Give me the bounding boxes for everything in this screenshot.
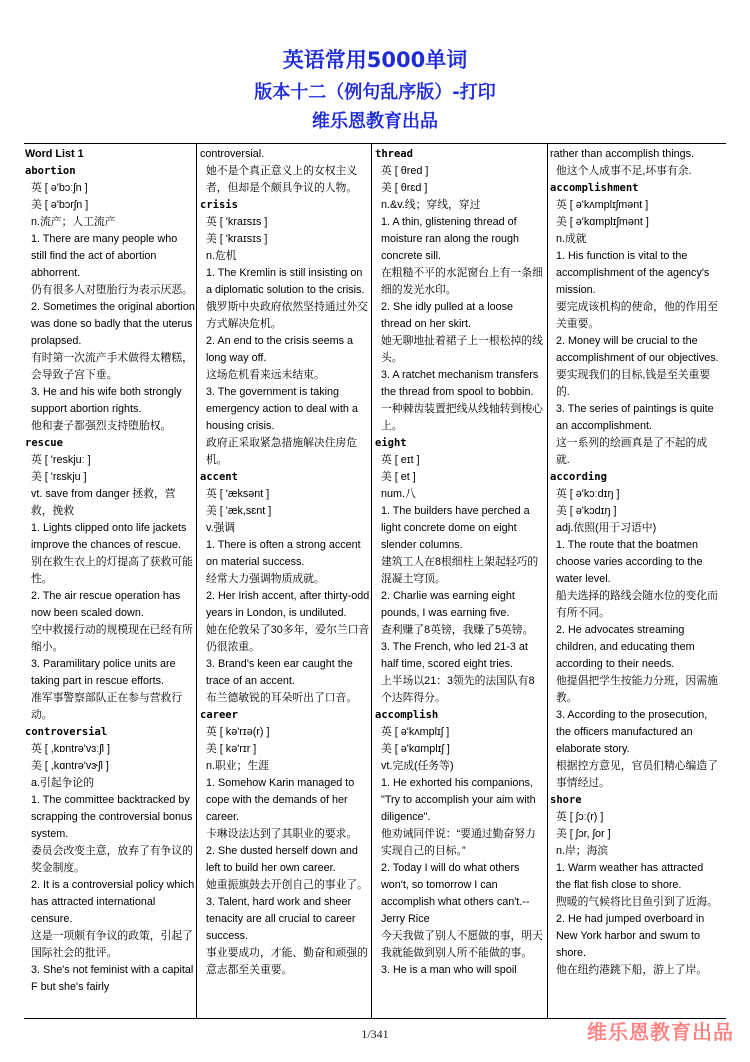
entry-line: 1. The builders have perched a light concrete dome on eight slender columns. (381, 505, 530, 551)
entry-line: 别在救生衣上的灯提高了获救可能性。 (31, 556, 193, 585)
entry-line: 3. According to the prosecution, the officers manufactured an elaborate story. (556, 709, 708, 755)
entry-line: 美 [ ə'kɑmplɪʃ ] (381, 743, 450, 755)
entry-line: 委员会改变主意，放弃了有争议的奖金制度。 (31, 845, 193, 874)
entry-line: n.&v.线；穿线，穿过 (381, 199, 481, 211)
headword: career (200, 709, 238, 721)
entry-line: n.岸；海滨 (556, 845, 609, 857)
entry-line: 政府正采取紧急措施解决住房危机。 (206, 437, 358, 466)
top-rule (24, 143, 726, 144)
entry-line: 他劝诫同伴说：“要通过勤奋努力实现自己的目标。” (381, 828, 536, 857)
entry-line: 今天我做了别人不愿做的事，明天我就能做到别人所不能做的事。 (381, 930, 543, 959)
entry-line: num.八 (381, 488, 416, 500)
entry-line: 仍有很多人对堕胎行为表示厌恶。 (31, 284, 193, 296)
entry-line: 3. He is a man who will spoil (381, 964, 517, 976)
entry-line: 2. Her Irish accent, after thirty-odd years in London, is undiluted. (206, 590, 370, 619)
entry-line: 英 [ 'æksənt ] (206, 488, 270, 500)
entry-line: 根据控方意见，官员们精心编造了事情经过。 (556, 760, 718, 789)
entry-line: 2. Sometimes the original abortion was done so badly that the uterus prolapsed. (31, 301, 195, 347)
entry-line: 2. Charlie was earning eight pounds, I was earning five. (381, 590, 515, 619)
entry-line: 3. The series of paintings is quite an accomplishment. (556, 403, 714, 432)
entry-line: 2. An end to the crisis seems a long way off. (206, 335, 354, 364)
page-number: 1/341 (361, 1027, 389, 1041)
entry-line: 2. He had jumped overboard in New York harbor and swum to shore. (556, 913, 705, 959)
entry-line: 2. She idly pulled at a loose thread on her skirt. (381, 301, 514, 330)
entry-line: adj.依照(用于习语中) (556, 522, 657, 534)
entry-line: 美 [ ə'kɑmplɪʃmənt ] (556, 216, 649, 228)
entry-line: 要实现我们的目标,钱是至关重要的. (556, 369, 711, 398)
headword: abortion (25, 165, 76, 177)
entry-line: 英 [ kə'rɪə(r) ] (206, 726, 270, 738)
column-3 (375, 146, 545, 1016)
entry-line: 英 [ θred ] (381, 165, 429, 177)
entry-line: vt.完成(任务等) (381, 760, 454, 772)
entry-line: 英 [ ,kɒntrə'vɜːʃl ] (31, 743, 111, 755)
headword: eight (375, 437, 407, 449)
entry-line: n.危机 (206, 250, 237, 262)
entry-line: 2. She dusted herself down and left to build her own career. (206, 845, 358, 874)
column-4 (550, 146, 720, 1016)
entry-line: 英 [ ə'bɔːʃn ] (31, 182, 88, 194)
entry-line: 有时第一次流产手术做得太糟糕，会导致子宫下垂。 (31, 352, 193, 381)
entry-line: 2. He advocates streaming children, and educating them according to their needs. (556, 624, 695, 670)
entry-line: 准军事警察部队正在参与营救行动。 (31, 692, 183, 721)
entry-line: 卡琳设法达到了其职业的要求。 (206, 828, 358, 840)
entry-line: 她不是个真正意义上的女权主义者，但却是个颇具争议的人物。 (206, 165, 358, 194)
entry-line: 1. The committee backtracked by scrapping the controversial bonus system. (31, 794, 193, 840)
entry-line: 布兰德敏锐的耳朵听出了口音。 (206, 692, 358, 704)
entry-line: 英 [ ə'kʌmplɪʃ ] (381, 726, 450, 738)
entry-line: 3. The French, who led 21-3 at half time, scored eight tries. (381, 641, 528, 670)
entry-line: 1. His function is vital to the accomplishment of the agency's mission. (556, 250, 710, 296)
headword: rescue (25, 437, 63, 449)
entry-line: 美 [ 'kraɪsɪs ] (206, 233, 268, 245)
column-2 (200, 146, 370, 1016)
word-list-heading: Word List 1 (25, 148, 84, 160)
entry-line: 美 [ ə'bɔrʃn ] (31, 199, 89, 211)
entry-line: 这一系列的绘画真是了不起的成就. (556, 437, 708, 466)
entry-line: 1. There is often a strong accent on material success. (206, 539, 361, 568)
entry-line: 1. Warm weather has attracted the flat fish close to shore. (556, 862, 704, 891)
headword: according (550, 471, 607, 483)
entry-line: 3. He and his wife both strongly support abortion rights. (31, 386, 182, 415)
entry-line: 事业要成功，才能、勤奋和顽强的意志都至关重要。 (206, 947, 368, 976)
document-publisher: 维乐恩教育出品 (312, 111, 438, 132)
entry-line: vt. save from danger 拯救，营救，挽救 (31, 488, 176, 517)
column-divider (371, 144, 372, 1018)
entry-line: 船夫选择的路线会随水位的变化而有所不同。 (556, 590, 718, 619)
entry-line: 3. Brand's keen ear caught the trace of an accent. (206, 658, 353, 687)
entry-line: 她重振旗鼓去开创自己的事业了。 (206, 879, 368, 891)
entry-line: 1. There are many people who still find the act of abortion abhorrent. (31, 233, 178, 279)
entry-line: 2. Money will be crucial to the accomplishment of our objectives. (556, 335, 719, 364)
entry-line: 1. The Kremlin is still insisting on a diplomatic solution to the crisis. (206, 267, 365, 296)
entry-line: 3. The government is taking emergency action to deal with a housing crisis. (206, 386, 358, 432)
entry-line: 在粗糙不平的水泥窗台上有一条细细的发光水印。 (381, 267, 543, 296)
entry-line: 空中救援行动的规模现在已经有所缩小。 (31, 624, 193, 653)
entry-line: 英 [ ə'kɔːdɪŋ ] (556, 488, 620, 500)
entry-line: 美 [ ,kɑntrə'vɝʃl ] (31, 760, 109, 772)
headword: thread (375, 148, 413, 160)
entry-line: 1. The route that the boatmen choose varies according to the water level. (556, 539, 703, 585)
column-1 (25, 146, 195, 1016)
column-divider (196, 144, 197, 1018)
entry-line: 美 [ ə'kɔdɪŋ ] (556, 505, 617, 517)
entry-line: n.职业；生涯 (206, 760, 269, 772)
entry-line: 2. It is a controversial policy which has attracted international censure. (31, 879, 195, 925)
document-subtitle: 版本十二（例句乱序版）-打印 (254, 82, 496, 103)
entry-line: v.强调 (206, 522, 236, 534)
entry-line: 3. Paramilitary police units are taking part in rescue efforts. (31, 658, 176, 687)
entry-line: 查利赚了8英镑，我赚了5英镑。 (381, 624, 534, 636)
headword: accent (200, 471, 238, 483)
column-divider (547, 144, 548, 1018)
entry-line: 3. Talent, hard work and sheer tenacity are all crucial to career success. (206, 896, 356, 942)
entry-line: rather than accomplish things. (550, 148, 695, 160)
entry-line: controversial. (200, 148, 265, 160)
entry-line: 1. Lights clipped onto life jackets improve the chances of rescue. (31, 522, 187, 551)
entry-line: 一种棘齿装置把线从线轴转到梭心上。 (381, 403, 543, 432)
entry-line: 美 [ kə'rɪr ] (206, 743, 257, 755)
entry-line: 美 [ et ] (381, 471, 416, 483)
entry-line: 这是一项颇有争议的政策，引起了国际社会的批评。 (31, 930, 193, 959)
entry-line: 英 [ ə'kʌmplɪʃmənt ] (556, 199, 649, 211)
entry-line: 他这个人成事不足,坏事有余. (556, 165, 692, 177)
document-title: 英语常用5000单词 (282, 48, 468, 72)
entry-line: 3. A ratchet mechanism transfers the thread from spool to bobbin. (381, 369, 539, 398)
entry-line: 他在纽约港跳下船，游上了岸。 (556, 964, 708, 976)
entry-line: 美 [ ʃɔr, ʃor ] (556, 828, 611, 840)
entry-line: a.引起争论的 (31, 777, 94, 789)
entry-line: 要完成该机构的使命，他的作用至关重要。 (556, 301, 718, 330)
entry-line: 美 [ 'æk,sɛnt ] (206, 505, 272, 517)
entry-line: 这场危机看来远未结束。 (206, 369, 325, 381)
entry-line: n.流产；人工流产 (31, 216, 116, 228)
headword: crisis (200, 199, 238, 211)
headword: shore (550, 794, 582, 806)
entry-line: 英 [ 'kraɪsɪs ] (206, 216, 268, 228)
entry-line: 1. He exhorted his companions, "Try to accomplish your aim with diligence". (381, 777, 536, 823)
watermark-logo: 维乐恩教育出品 (587, 1020, 734, 1044)
headword: controversial (25, 726, 108, 738)
entry-line: 俄罗斯中央政府依然坚持通过外交方式解决危机。 (206, 301, 368, 330)
entry-line: 建筑工人在8根细柱上架起轻巧的混凝土穹顶。 (381, 556, 539, 585)
entry-line: 上半场以21：3领先的法国队有8个达阵得分。 (381, 675, 535, 704)
entry-line: 1. Somehow Karin managed to cope with the demands of her career. (206, 777, 355, 823)
entry-line: 她无聊地扯着裙子上一根松掉的线头。 (381, 335, 543, 364)
entry-line: 英 [ eɪt ] (381, 454, 420, 466)
entry-line: 经常大力强调物质成就。 (206, 573, 325, 585)
entry-line: 英 [ 'reskjuː ] (31, 454, 91, 466)
entry-line: 英 [ ʃɔː(r) ] (556, 811, 604, 823)
entry-line: n.成就 (556, 233, 587, 245)
headword: accomplishment (550, 182, 639, 194)
headword: accomplish (375, 709, 439, 721)
entry-line: 2. Today I will do what others won't, so tomorrow I can accomplish what others can't.-- Jerry Rice (381, 862, 530, 925)
entry-line: 美 [ 'rɛskju ] (31, 471, 87, 483)
entry-line: 美 [ θrɛd ] (381, 182, 428, 194)
entry-line: 煦暖的气候将比目鱼引到了近海。 (556, 896, 718, 908)
entry-line: 她在伦敦呆了30多年，爱尔兰口音仍很浓重。 (206, 624, 370, 653)
entry-line: 3. She's not feminist with a capital F but she's fairly (31, 964, 194, 993)
entry-line: 他和妻子都强烈支持堕胎权。 (31, 420, 172, 432)
entry-line: 1. A thin, glistening thread of moisture ran along the rough concrete sill. (381, 216, 520, 262)
entry-line: 他提倡把学生按能力分班，因需施教。 (556, 675, 718, 704)
entry-line: 2. The air rescue operation has now been scaled down. (31, 590, 181, 619)
